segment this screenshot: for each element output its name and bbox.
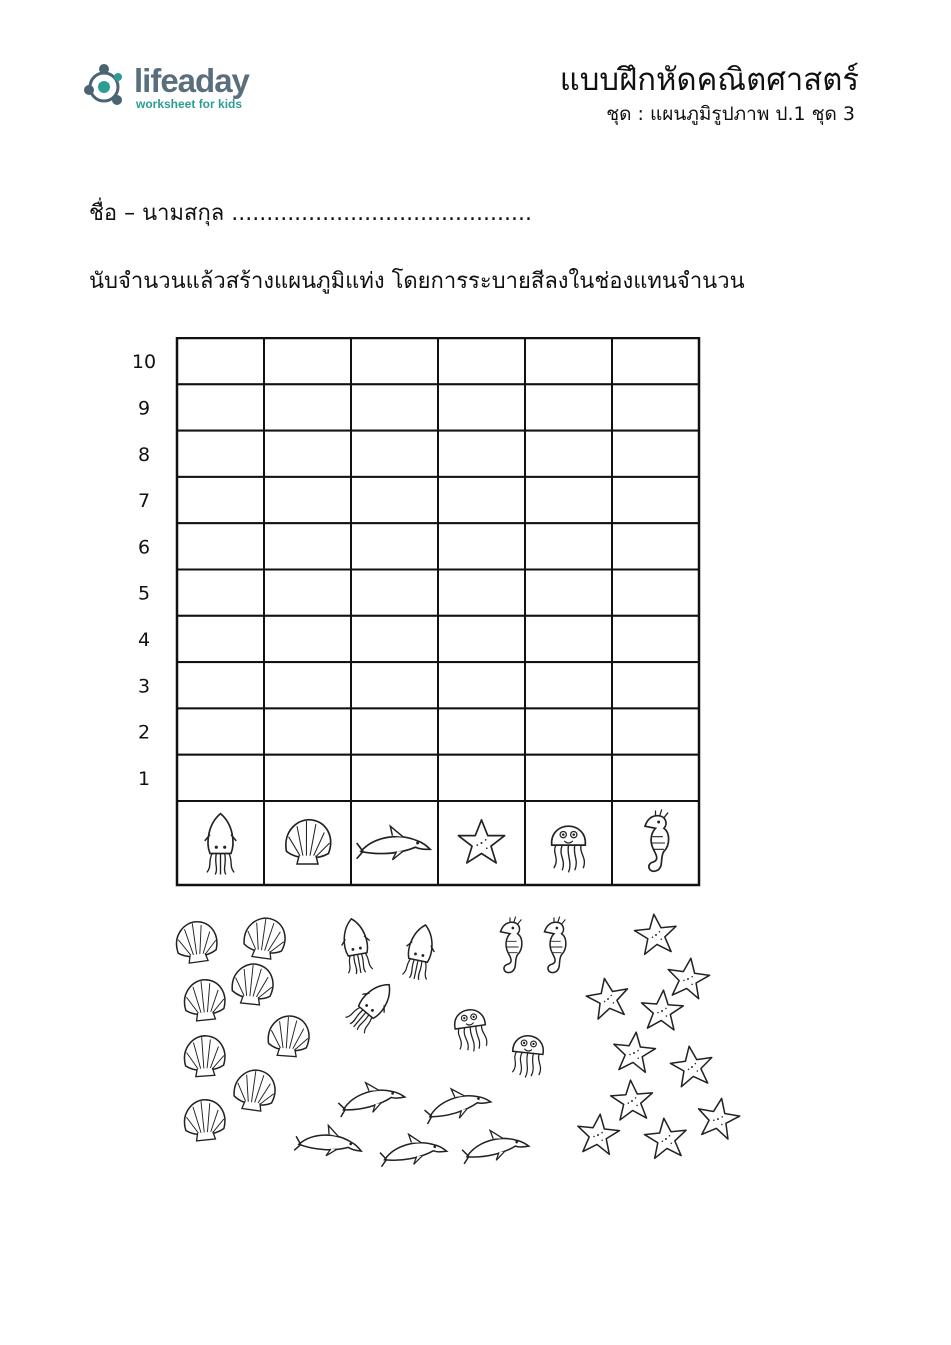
grid-cell[interactable] [177,431,264,477]
grid-cell[interactable] [525,384,612,430]
grid-cell[interactable] [177,523,264,569]
grid-cell[interactable] [264,384,351,430]
dolphin-icon [421,1081,492,1125]
grid-cell[interactable] [177,477,264,523]
grid-cell[interactable] [177,338,264,384]
shell-icon [182,1098,226,1142]
grid-cell[interactable] [264,338,351,384]
grid-cell[interactable] [525,431,612,477]
grid-cell[interactable] [612,662,699,708]
y-tick-label: 9 [137,397,151,420]
bar-chart-grid [110,337,710,897]
grid-cell[interactable] [177,616,264,662]
starfish-icon [643,1116,689,1159]
grid-cell[interactable] [177,570,264,616]
grid-cell[interactable] [264,523,351,569]
shell-icon [242,915,288,960]
grid-cell[interactable] [612,384,699,430]
grid-cell[interactable] [177,755,264,801]
y-tick-label: 4 [137,628,151,651]
chart-svg [110,337,710,897]
seahorse-icon [545,917,566,973]
grid-cell[interactable] [264,570,351,616]
shell-icon [174,919,220,964]
dolphin-icon [294,1121,364,1160]
y-tick-label: 1 [137,767,151,790]
y-tick-label: 7 [137,490,151,513]
y-tick-label: 2 [137,721,151,744]
grid-cell[interactable] [351,708,438,754]
logo [84,60,274,116]
dolphin-icon [460,1125,530,1164]
grid-cell[interactable] [177,662,264,708]
seahorse-icon [501,917,522,973]
grid-cell[interactable] [264,616,351,662]
grid-cell[interactable] [525,570,612,616]
y-tick-label: 3 [137,675,151,698]
grid-cell[interactable] [612,755,699,801]
grid-cell[interactable] [351,477,438,523]
starfish-icon [694,1095,742,1141]
shell-icon [182,978,226,1022]
grid-cell[interactable] [351,338,438,384]
grid-cell[interactable] [438,431,525,477]
jellyfish-icon [510,1034,545,1079]
grid-cell[interactable] [525,523,612,569]
grid-cell[interactable] [525,662,612,708]
grid-cell[interactable] [438,755,525,801]
logo-tagline: worksheet for kids [136,97,243,111]
grid-cell[interactable] [351,616,438,662]
shell-icon [231,962,275,1006]
grid-cell[interactable] [525,338,612,384]
name-field[interactable]: ชื่อ – นามสกุล ........................................... [89,201,532,226]
grid-cell[interactable] [612,338,699,384]
squid-icon [337,916,375,975]
starfish-icon [665,955,712,999]
grid-cell[interactable] [438,662,525,708]
grid-cell[interactable] [351,431,438,477]
grid-cell[interactable] [351,570,438,616]
shell-icon [267,1015,310,1058]
grid-cell[interactable] [612,616,699,662]
y-tick-label: 6 [137,536,151,559]
squid-icon [343,975,400,1036]
y-tick-label: 8 [137,443,151,466]
shell-icon [183,1034,226,1077]
grid-cell[interactable] [612,708,699,754]
grid-cell[interactable] [438,570,525,616]
grid-cell[interactable] [438,708,525,754]
starfish-icon [610,1079,654,1121]
grid-cell[interactable] [525,755,612,801]
starfish-icon [611,1030,657,1073]
grid-cell[interactable] [525,477,612,523]
grid-cell[interactable] [351,523,438,569]
grid-cell[interactable] [438,616,525,662]
grid-cell[interactable] [525,616,612,662]
grid-cell[interactable] [612,431,699,477]
picture-pool [160,905,760,1185]
starfish-icon [584,975,632,1021]
starfish-icon [668,1043,715,1087]
grid-cell[interactable] [264,431,351,477]
grid-cell[interactable] [264,477,351,523]
y-tick-label: 10 [131,351,157,374]
grid-cell[interactable] [351,755,438,801]
logo-icon [84,60,134,110]
grid-cell[interactable] [351,662,438,708]
grid-cell[interactable] [177,384,264,430]
grid-cell[interactable] [264,755,351,801]
page-subtitle: ชุด : แผนภูมิรูปภาพ ป.1 ชุด 3 [606,103,855,125]
grid-cell[interactable] [264,708,351,754]
grid-cell[interactable] [525,708,612,754]
pool-svg [160,905,760,1185]
dolphin-icon [336,1076,407,1117]
jellyfish-icon [453,1008,489,1054]
instruction-text: นับจำนวนแล้วสร้างแผนภูมิแท่ง โดยการระบายสีลงในช่องแทนจำนวน [89,269,745,294]
grid-cell[interactable] [438,477,525,523]
y-tick-label: 5 [137,582,151,605]
starfish-icon [633,912,679,955]
grid-cell[interactable] [351,384,438,430]
grid-cell[interactable] [612,477,699,523]
grid-cell[interactable] [264,662,351,708]
grid-cell[interactable] [612,570,699,616]
grid-cell[interactable] [438,338,525,384]
starfish-icon [575,1112,621,1155]
shell-icon [232,1067,278,1112]
page-title: แบบฝึกหัดคณิตศาสตร์ [559,62,859,98]
grid-cell[interactable] [438,384,525,430]
starfish-icon [640,989,684,1031]
grid-cell[interactable] [438,523,525,569]
dolphin-icon [378,1131,447,1168]
grid-cell[interactable] [612,523,699,569]
logo-name: lifeaday [134,62,249,99]
grid-cell[interactable] [177,708,264,754]
squid-icon [400,922,439,982]
